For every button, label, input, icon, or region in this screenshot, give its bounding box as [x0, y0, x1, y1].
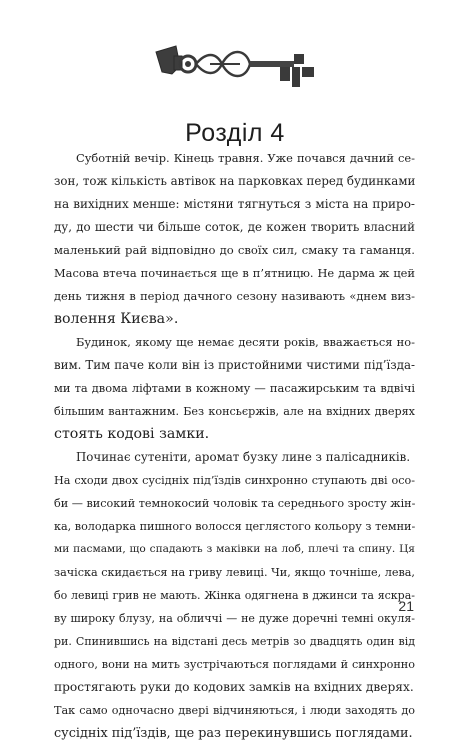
text-line: ду, до шести чи більше соток, де кожен творить власний: [54, 220, 415, 234]
text-line: Масова втеча починається ще в п’ятницю. Не дарма ж цей: [54, 266, 415, 280]
text-line: би — високий темнокосий чоловік та середнього зросту жін-: [54, 497, 416, 510]
text-line: ми пасмами, що спадають з маківки на лоб, плечі та спину. Ця: [54, 543, 415, 555]
text-line: маленький рай відповідно до своїх сил, смаку та гаманця.: [54, 243, 415, 257]
key-icon: [150, 42, 320, 92]
text-line: сусідніх під’їздів, ще раз перекинувшись поглядами.: [54, 726, 413, 741]
text-line: ка, володарка пишного волосся цеглястого кольору з темни-: [54, 520, 416, 533]
text-line: ми та двома ліфтами в кожному — пасажирським та вдвічі: [54, 381, 415, 395]
page-number: 21: [398, 598, 414, 614]
text-line: зон, тож кількість автівок на парковках перед будинками: [54, 174, 416, 188]
text-line: Будинок, якому ще немає десяти років, вважається но-: [76, 335, 415, 349]
chapter-body: [54, 147, 415, 745]
text-line: ри. Спинившись на відстані десь метрів зо двадцять один від: [54, 635, 415, 648]
text-line: більшим вантажним. Без консьєржів, але на вхідних дверях: [54, 405, 415, 418]
chapter-title: Розділ 4: [185, 118, 285, 147]
text-line: зачіска скидається на гриву левиці. Чи, якщо точніше, лева,: [54, 566, 415, 579]
text-line: вим. Тим паче коли він із пристойними чистими під’їзда-: [54, 358, 415, 372]
text-line: стоять кодові замки.: [54, 426, 210, 442]
paragraph-2: [54, 331, 415, 446]
paragraph-1: [54, 147, 415, 331]
text-line: Так само одночасно двері відчиняються, і люди заходять до: [54, 704, 415, 717]
text-line: ву широку блузу, на обличчі — не дуже доречні темні окуля-: [54, 612, 415, 625]
text-line: Суботній вечір. Кінець травня. Уже почався дачний се-: [76, 151, 415, 165]
text-line: на вихідних менше: містяни тягнуться з міста на приро-: [54, 197, 415, 211]
text-line: бо левиці грив не мають. Жінка одягнена в джинси та яскра-: [54, 589, 415, 602]
text-line: На сходи двох сусідніх під’їздів синхронно ступають дві осо-: [54, 474, 415, 487]
text-line: волення Києва».: [54, 311, 179, 327]
text-line: Починає сутеніти, аромат бузку лине з палісадників.: [76, 450, 411, 464]
text-line: простягають руки до кодових замків на вхідних дверях.: [54, 680, 414, 694]
text-line: одного, вони на мить зустрічаються поглядами й синхронно: [54, 658, 415, 671]
paragraph-3: [54, 446, 415, 745]
text-line: день тижня в період дачного сезону називають «днем виз-: [54, 289, 415, 303]
